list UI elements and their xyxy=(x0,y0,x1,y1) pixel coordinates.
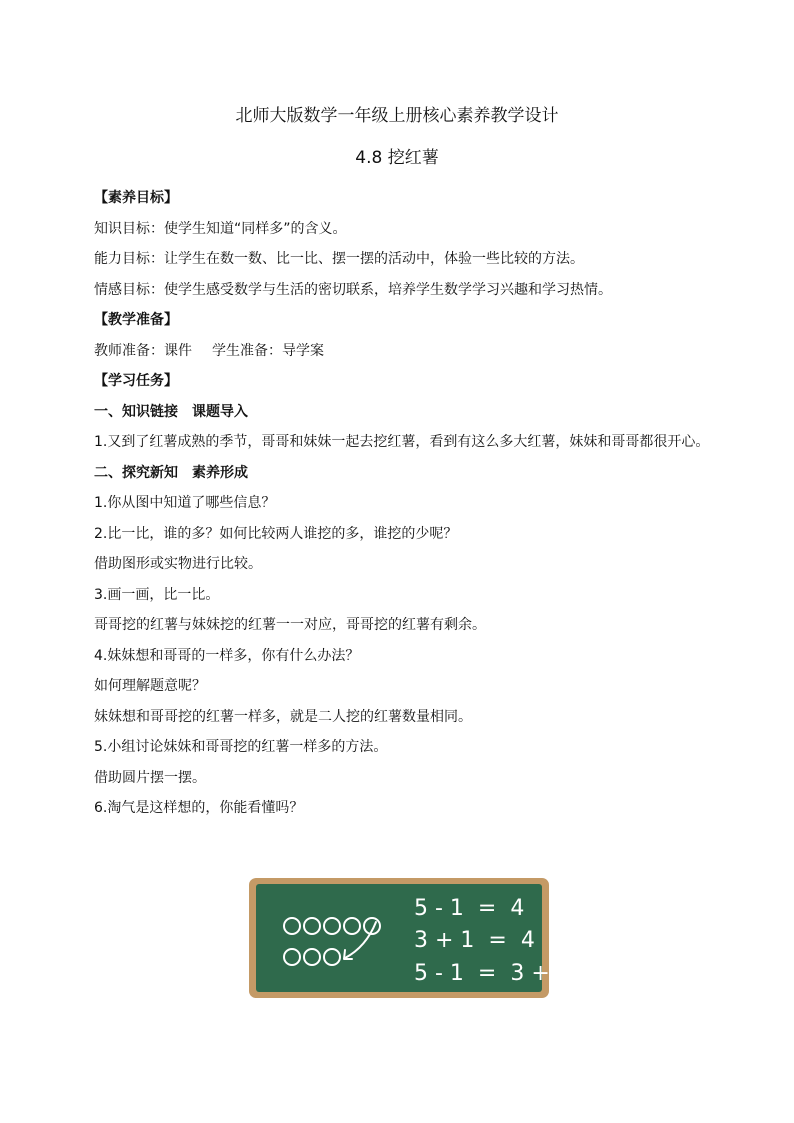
part1-heading: 一、知识链接 课题导入 xyxy=(94,403,248,420)
section-tasks-heading: 【学习任务】 xyxy=(94,373,178,389)
section-goals-heading: 【素养目标】 xyxy=(94,190,178,206)
question-4-note-1: 如何理解题意呢？ xyxy=(94,678,206,694)
document-body xyxy=(94,183,714,824)
prep-student: 学生准备：导学案 xyxy=(212,342,324,359)
question-2: 2.比一比，谁的多？如何比较两人谁挖的多，谁挖的少呢？ xyxy=(94,525,458,542)
goal-ability: 能力目标：让学生在数一数、比一比、摆一摆的活动中，体验一些比较的方法。 xyxy=(94,251,584,267)
question-1: 1.你从图中知道了哪些信息？ xyxy=(94,495,276,511)
question-4-note-2: 妹妹想和哥哥挖的红薯一样多，就是二人挖的红薯数量相同。 xyxy=(94,708,472,725)
question-3: 3.画一画，比一比。 xyxy=(94,586,220,603)
equation-3: 5 - 1 = 3 + 1 xyxy=(414,961,571,986)
question-6: 6.淘气是这样想的，你能看懂吗？ xyxy=(94,800,304,816)
part2-heading: 二、探究新知 素养形成 xyxy=(94,464,248,481)
document-title: 北师大版数学一年级上册核心素养教学设计 xyxy=(235,106,559,126)
question-2-note: 借助图形或实物进行比较。 xyxy=(94,556,262,572)
section-prep-heading: 【教学准备】 xyxy=(94,312,178,328)
chalkboard-figure xyxy=(248,877,571,999)
goal-knowledge: 知识目标：使学生知道“同样多”的含义。 xyxy=(94,220,347,237)
question-3-note: 哥哥挖的红薯与妹妹挖的红薯一一对应，哥哥挖的红薯有剩余。 xyxy=(94,617,486,633)
lesson-title: 4.8 挖红薯 xyxy=(355,148,439,168)
question-5: 5.小组讨论妹妹和哥哥挖的红薯一样多的方法。 xyxy=(94,739,388,755)
prep-teacher: 教师准备：课件 xyxy=(94,342,192,359)
chalkboard xyxy=(248,877,571,999)
equation-2: 3 + 1 = 4 xyxy=(414,928,535,953)
question-5-note: 借助圆片摆一摆。 xyxy=(94,769,206,786)
part1-item1: 1.又到了红薯成熟的季节，哥哥和妹妹一起去挖红薯，看到有这么多大红薯，妹妹和哥哥都很开心。 xyxy=(94,434,710,450)
goal-emotion: 情感目标：使学生感受数学与生活的密切联系，培养学生数学学习兴趣和学习热情。 xyxy=(94,281,612,298)
question-4: 4.妹妹想和哥哥的一样多，你有什么办法？ xyxy=(94,647,360,664)
equation-1: 5 - 1 = 4 xyxy=(414,896,525,921)
prep-line xyxy=(94,336,714,367)
